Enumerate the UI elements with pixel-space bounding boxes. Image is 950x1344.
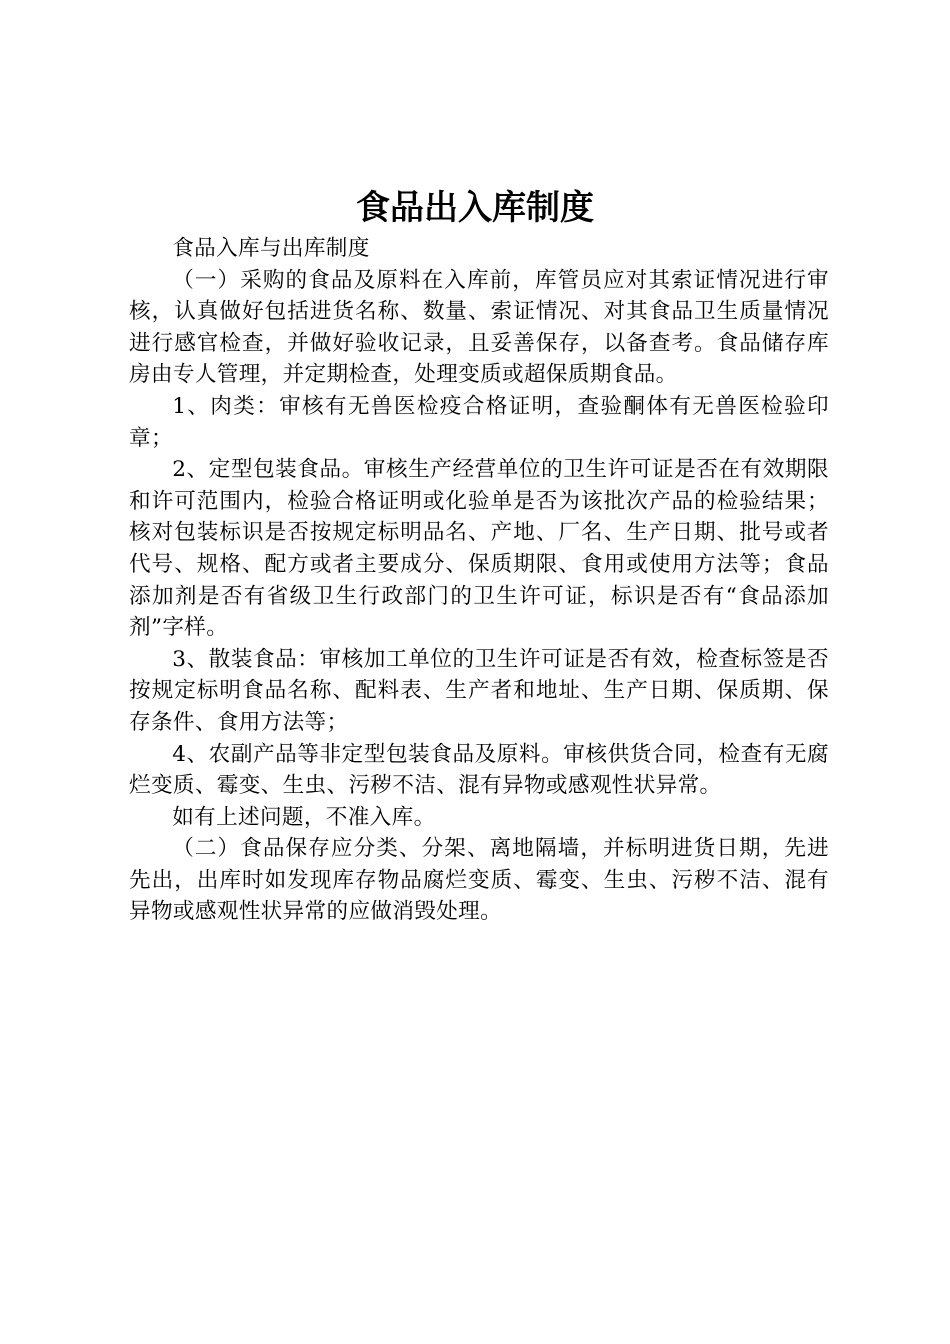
paragraph-rejection-note: 如有上述问题，不准入库。	[172, 804, 436, 830]
document-body	[129, 233, 829, 928]
document-subtitle: 食品入库与出库制度	[172, 236, 370, 261]
paragraph-item-packaged-food: 2、定型包装食品。审核生产经营单位的卫生许可证是否在有效期限和许可范围内，检验合格证明或化验单是否为该批次产品的检验结果；核对包装标识是否按规定标明品名、产地、厂名、生产日期、批号或者代号、规格、配方或者主要成分、保质期限、食用或使用方法等；食品添加剂是否有省级卫生行政部门的卫生许可证，标识是否有“食品添加剂”字样。	[129, 457, 829, 641]
paragraph-section-2: （二）食品保存应分类、分架、离地隔墙，并标明进货日期，先进先出，出库时如发现库存物品腐烂变质、霉变、生虫、污秽不洁、混有异物或感观性状异常的应做消毁处理。	[129, 836, 829, 925]
paragraph-item-bulk-food: 3、散装食品：审核加工单位的卫生许可证是否有效，检查标签是否按规定标明食品名称、配料表、生产者和地址、生产日期、保质期、保存条件、食用方法等；	[129, 646, 829, 735]
document-title: 食品出入库制度	[356, 188, 594, 228]
paragraph-section-1: （一）采购的食品及原料在入库前，库管员应对其索证情况进行审核，认真做好包括进货名称、数量、索证情况、对其食品卫生质量情况进行感官检查，并做好验收记录，且妥善保存，以备查考。食品储存库房由专人管理，并定期检查，处理变质或超保质期食品。	[129, 267, 829, 388]
paragraph-item-meat: 1、肉类：审核有无兽医检疫合格证明，查验酮体有无兽医检验印章；	[129, 393, 829, 451]
paragraph-item-farm-products: 4、农副产品等非定型包装食品及原料。审核供货合同，检查有无腐烂变质、霉变、生虫、污秽不洁、混有异物或感观性状异常。	[129, 741, 829, 799]
